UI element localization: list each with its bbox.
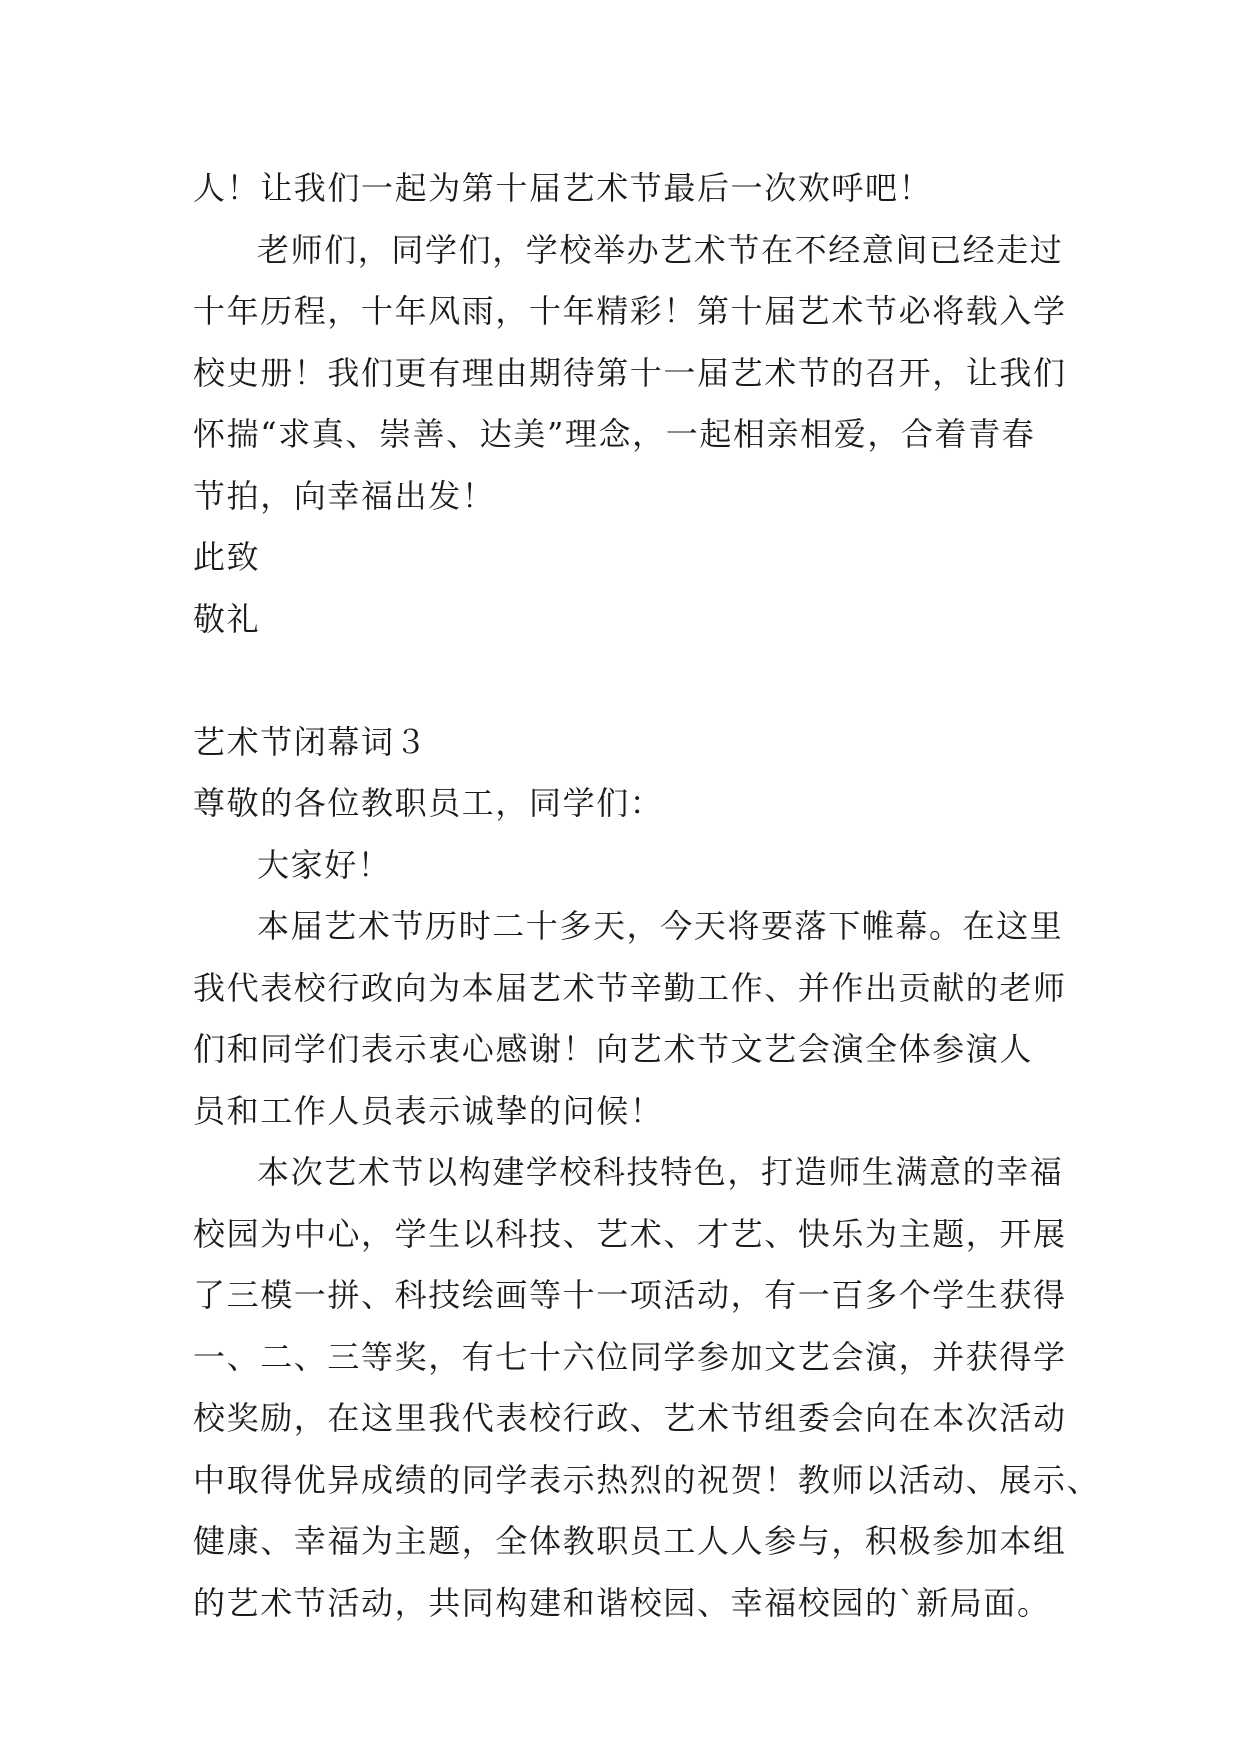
section-title: 艺术节闭幕词３ [193,722,429,761]
text-line: 校园为中心，学生以科技、艺术、才艺、快乐为主题，开展 [193,1214,1067,1253]
paragraph-start-line: 本届艺术节历时二十多天，今天将要落下帷幕。在这里 [257,907,1064,945]
text-line: 校奖励，在这里我代表校行政、艺术节组委会向在本次活动 [193,1399,1067,1437]
document-body [193,158,1101,1634]
greeting-line: 大家好！ [257,845,392,884]
closing-regards: 敬礼 [193,599,261,638]
salutation-line: 尊敬的各位教职员工，同学们： [193,784,664,822]
text-line: 的艺术节活动，共同构建和谐校园、幸福校园的`新局面。 [193,1583,1051,1622]
text-line: 十年历程，十年风雨，十年精彩！第十届艺术节必将载入学 [193,292,1067,330]
text-line: 节拍，向幸福出发！ [193,476,496,515]
text-line: 怀揣“求真、崇善、达美”理念，一起相亲相爱，合着青春 [193,415,1036,453]
text-line: 了三模一拼、科技绘画等十一项活动，有一百多个学生获得 [193,1276,1067,1314]
text-line: 员和工作人员表示诚挚的问候！ [193,1091,664,1130]
section-gap [193,650,1053,712]
text-line: 一、二、三等奖，有七十六位同学参加文艺会演，并获得学 [193,1337,1067,1376]
text-line: 们和同学们表示衷心感谢！向艺术节文艺会演全体参演人 [193,1030,1034,1068]
text-line: 健康、幸福为主题，全体教职员工人人参与，积极参加本组 [193,1522,1067,1560]
paragraph-start-line: 老师们，同学们，学校举办艺术节在不经意间已经走过 [257,230,1064,269]
text-line: 人！让我们一起为第十届艺术节最后一次欢呼吧！ [193,169,933,207]
text-line: 中取得优异成绩的同学表示热烈的祝贺！教师以活动、展示、 [193,1460,1101,1499]
text-line: 我代表校行政向为本届艺术节辛勤工作、并作出贡献的老师 [193,968,1067,1007]
paragraph-start-line: 本次艺术节以构建学校科技特色，打造师生满意的幸福 [257,1153,1064,1191]
text-line: 校史册！我们更有理由期待第十一届艺术节的召开，让我们 [193,353,1067,392]
closing-salutation: 此致 [193,538,261,576]
